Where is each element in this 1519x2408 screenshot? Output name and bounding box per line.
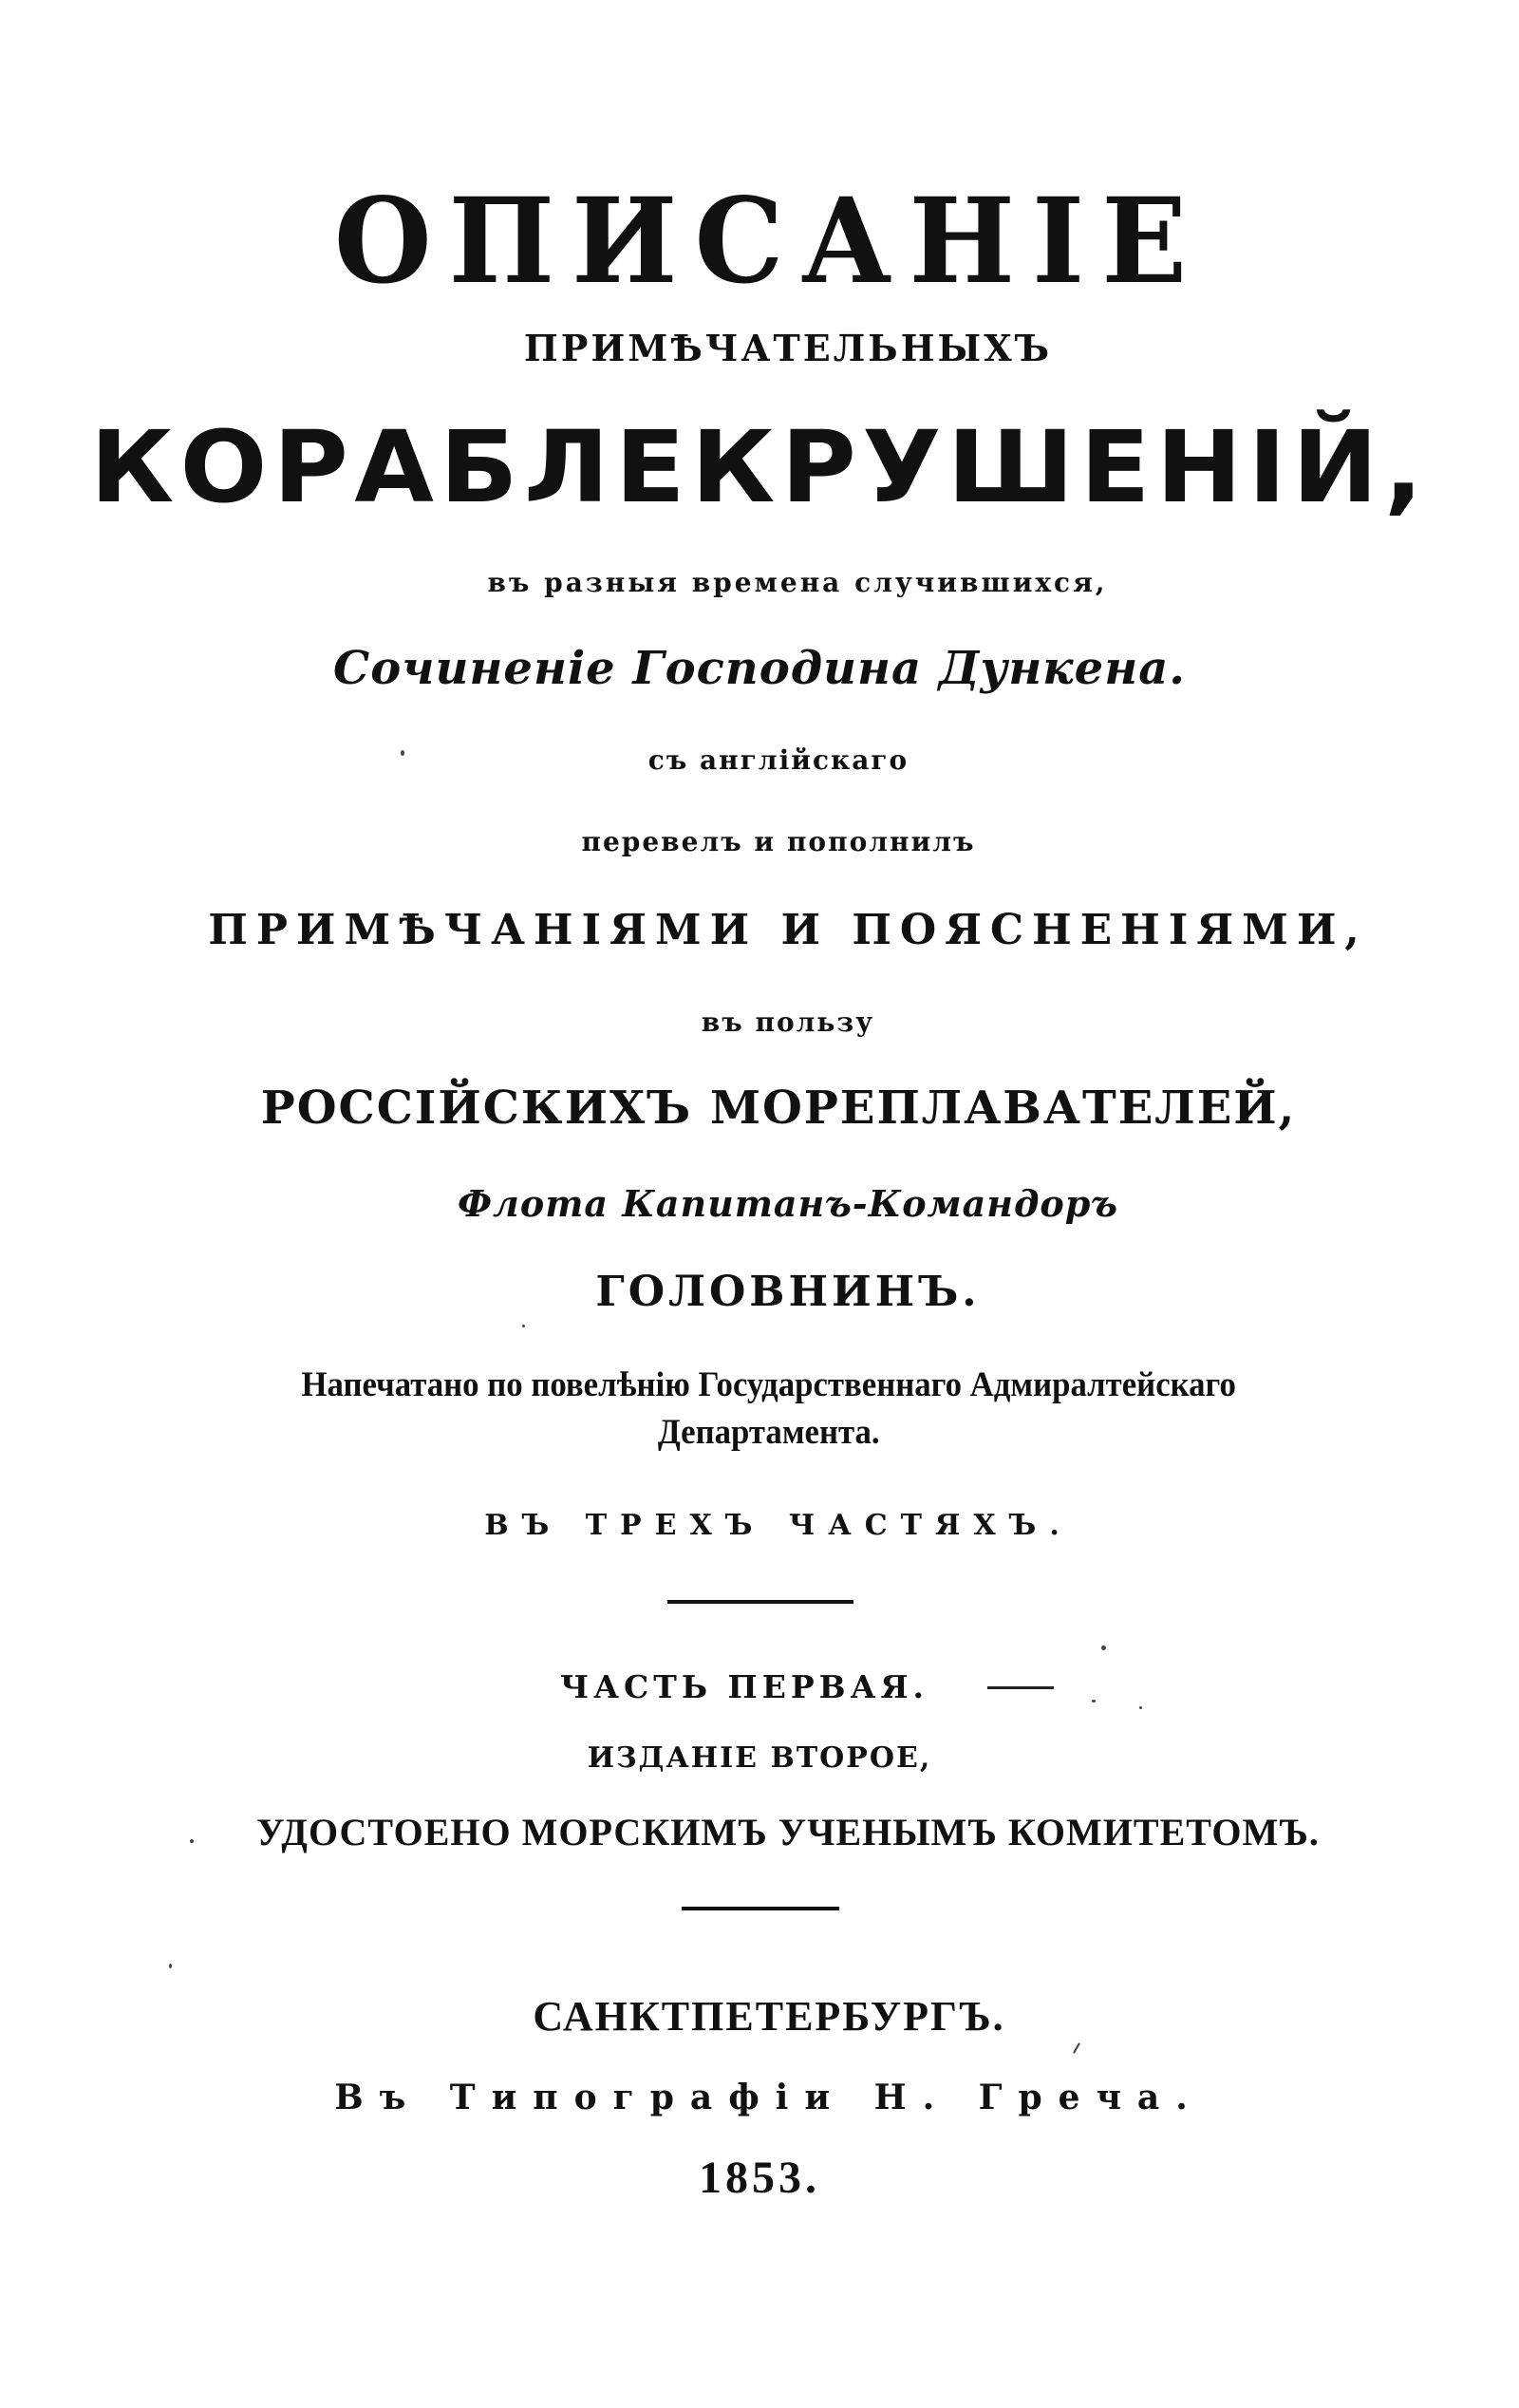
imprint-year: 1853. xyxy=(699,2153,820,2203)
dedication-line: РОССІЙСКИХЪ МОРЕПЛАВАТЕЛЕЙ, xyxy=(260,1082,1297,1135)
divider-rule-lower xyxy=(682,1907,839,1910)
imprint-printer: Въ Типографіи Н. Греча. xyxy=(334,2078,1204,2117)
book-title-main-word: КОРАБЛЕКРУШЕНІЙ, xyxy=(89,409,1430,525)
translator-rank-line: Флота Капитанъ-Командоръ xyxy=(458,1182,1118,1225)
translator-note-line: перевелъ и пополнилъ xyxy=(581,826,976,857)
scan-speck xyxy=(1092,1700,1096,1703)
part-label-dash xyxy=(987,1686,1054,1689)
imprint-city: САНКТПЕТЕРБУРГЪ. xyxy=(533,1993,1005,2040)
scan-speck xyxy=(1101,1646,1106,1650)
book-title: ОПИСАНІЕ xyxy=(333,171,1205,310)
edition-line: ИЗДАНІЕ ВТОРОЕ, xyxy=(587,1741,932,1775)
scan-speck xyxy=(401,750,404,756)
subtitle-line: въ разныя времена случившихся, xyxy=(487,567,1108,598)
scan-speck xyxy=(169,1964,172,1968)
translator-name: ГОЛОВНИНЪ. xyxy=(595,1268,981,1316)
imprint-authority-line-2: Департамента. xyxy=(657,1413,880,1452)
scan-speck xyxy=(1073,2042,1080,2053)
translation-source-line: съ англійскаго xyxy=(647,744,910,776)
approval-line: УДОСТОЕНО МОРСКИМЪ УЧЕНЫМЪ КОМИТЕТОМЪ. xyxy=(256,1811,1320,1853)
part-label: ЧАСТЬ ПЕРВАЯ. xyxy=(560,1668,929,1705)
volume-count-line: ВЪ ТРЕХЪ ЧАСТЯХЪ. xyxy=(484,1509,1073,1542)
author-line: Сочиненіе Господина Дункена. xyxy=(332,642,1187,695)
dedication-prefix-line: въ пользу xyxy=(701,1006,875,1038)
notes-line: ПРИМѢЧАНІЯМИ И ПОЯСНЕНІЯМИ, xyxy=(208,906,1368,954)
divider-rule-upper xyxy=(667,1600,853,1604)
book-title-subtitle: ПРИМѢЧАТЕЛЬНЫХЪ xyxy=(523,327,1053,369)
scan-speck xyxy=(190,1839,194,1843)
scan-speck xyxy=(1139,1706,1142,1709)
scan-speck xyxy=(522,1325,525,1327)
imprint-authority-line-1: Напечатано по повелѣнію Государственнаго Адмиралтейскаго xyxy=(301,1365,1236,1404)
